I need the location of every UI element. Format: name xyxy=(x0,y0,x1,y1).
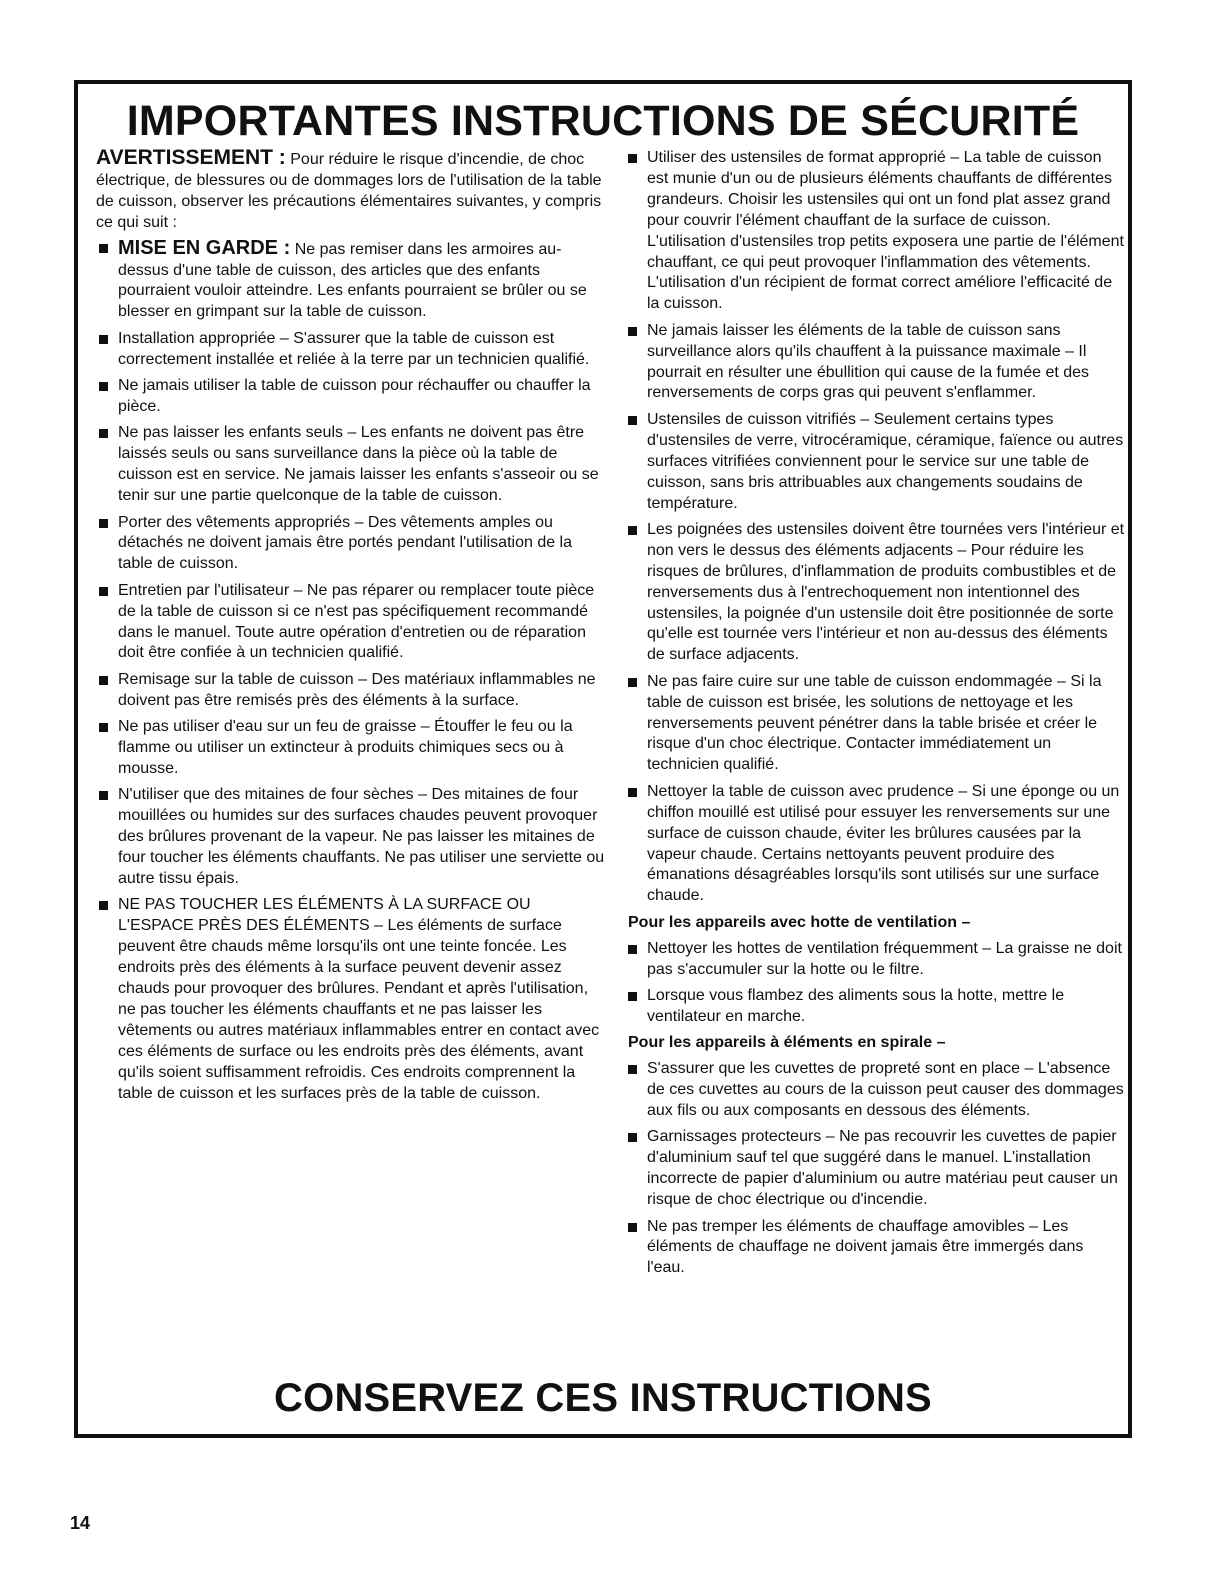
list-item xyxy=(625,1217,1125,1280)
list-item-text: Ne jamais laisser les éléments de la table de cuisson sans surveillance alors qu'ils chauffent à la puissance maximale – Il pourrait en résulter une ébullition qui cause de la fumée et des renversements de corps gras qui peuvent s'enflammer. xyxy=(647,321,1090,402)
left-bullet-list xyxy=(96,238,608,1105)
list-item xyxy=(625,410,1125,515)
warning-text: Pour réduire le risque d'incendie, de choc électrique, de blessures ou de dommages lors de l'utilisation de la table de cuisson, observer les précautions élémentaires suivantes, y compris ce qui suit : xyxy=(96,151,602,231)
coil-bullet-list xyxy=(625,1059,1125,1279)
list-item-text: Ne pas utiliser d'eau sur un feu de graisse – Étouffer le feu ou la flamme ou utiliser un extincteur à produits chimiques secs ou à mousse. xyxy=(118,718,573,777)
warning-label: AVERTISSEMENT : xyxy=(96,146,286,169)
left-column xyxy=(96,148,608,1110)
right-bullet-list xyxy=(625,148,1125,907)
save-instructions-title: CONSERVEZ CES INSTRUCTIONS xyxy=(274,1376,932,1420)
list-item xyxy=(625,520,1125,666)
list-item-text: Nettoyer les hottes de ventilation fréquemment – La graisse ne doit pas s'accumuler sur la hotte ou le filtre. xyxy=(647,939,1122,978)
list-item xyxy=(625,672,1125,777)
list-item-text: S'assurer que les cuvettes de propreté sont en place – L'absence de ces cuvettes au cours de la cuisson peut causer des dommages aux fils ou aux composants en dessous des éléments. xyxy=(647,1060,1124,1119)
list-item xyxy=(96,785,608,890)
list-item-text: Ne pas tremper les éléments de chauffage amovibles – Les éléments de chauffage ne doivent jamais être immergés dans l'eau. xyxy=(647,1217,1084,1277)
list-item xyxy=(96,423,608,507)
list-item-text: Installation appropriée – S'assurer que la table de cuisson est correctement installée et reliée à la terre par un technicien qualifié. xyxy=(118,329,590,368)
list-item xyxy=(96,376,608,418)
list-item-text: Porter des vêtements appropriés – Des vêtements amples ou détachés ne doivent jamais être portés pendant l'utilisation de la table de cuisson. xyxy=(118,513,573,573)
list-item xyxy=(625,1059,1125,1122)
caution-label: MISE EN GARDE : xyxy=(118,236,291,259)
list-item xyxy=(625,321,1125,405)
list-item xyxy=(625,148,1125,315)
list-item xyxy=(625,986,1125,1028)
list-item-text: Ne jamais utiliser la table de cuisson pour réchauffer ou chauffer la pièce. xyxy=(118,377,591,415)
list-item-text: Utiliser des ustensiles de format approprié – La table de cuisson est munie d'un ou de plusieurs éléments chauffants de différentes grandeurs. Choisir les ustensiles qui ont un fond plat assez grand pour couvrir l'élément chauffant de la surface de cuisson. L'utilisation d'ustensiles trop petits exposera une partie de l'élément chauffant, ce qui peut provoquer l'inflammation des vêtements. L'utilisation d'un récipient de format correct améliore l'efficacité de la cuisson. xyxy=(647,149,1124,313)
list-item-text: Entretien par l'utilisateur – Ne pas réparer ou remplacer toute pièce de la table de cuisson si ce n'est pas spécifiquement recommandé dans le manuel. Toute autre opération d'entretien ou de réparation doit être confiée à un technicien qualifié. xyxy=(118,581,595,662)
list-item-text: NE PAS TOUCHER LES ÉLÉMENTS À LA SURFACE OU L'ESPACE PRÈS DES ÉLÉMENTS – Les éléments de surface peuvent être chauds même lorsqu'ils ont une teinte foncée. Les endroits près des éléments à la surface peuvent devenir assez chauds pour provoquer des brûlures. Pendant et après l'utilisation, ne pas toucher les éléments chauffants et ne pas laisser les vêtements ou autres matériaux inflammables entrer en contact avec ces éléments de surface ou les endroits près des éléments, avant qu'ils soient suffisamment refroidis. Ces endroits comprennent la table de cuisson et les surfaces près de la table de cuisson. xyxy=(118,896,600,1102)
safety-box xyxy=(74,80,1132,1438)
list-item xyxy=(96,581,608,665)
coil-section-heading: Pour les appareils à éléments en spirale – xyxy=(628,1034,946,1052)
hood-section-heading: Pour les appareils avec hotte de ventilation – xyxy=(628,913,971,931)
list-item xyxy=(96,670,608,712)
list-item-text: Ne pas laisser les enfants seuls – Les enfants ne doivent pas être laissés seuls ou sans surveillance dans la pièce où la table de cuisson est en service. Ne jamais laisser les enfants s'asseoir ou se tenir sur une partie quelconque de la table de cuisson. xyxy=(118,424,599,505)
right-column xyxy=(625,148,1125,1285)
hood-bullet-list xyxy=(625,939,1125,1028)
list-item-text: Garnissages protecteurs – Ne pas recouvrir les cuvettes de papier d'aluminium sauf tel que suggéré dans le manuel. L'installation incorrecte de papier d'aluminium ou autre matériau peut causer un risque de choc électrique ou d'incendie. xyxy=(647,1128,1118,1209)
list-item xyxy=(625,782,1125,907)
list-item-text: Nettoyer la table de cuisson avec prudence – Si une éponge ou un chiffon mouillé est utilisé pour essuyer les renversements sur une surface de cuisson chaude, éviter les brûlures causées par la vapeur chaude. Certains nettoyants peuvent produire des émanations désagréables lorsqu'ils sont utilisés sur une surface chaude. xyxy=(647,782,1120,905)
list-item xyxy=(96,329,608,371)
list-item-text: Ustensiles de cuisson vitrifiés – Seulement certains types d'ustensiles de verre, vitrocéramique, céramique, faïence ou autres surfaces vitrifiées conviennent pour le service sur une table de cuisson, sans bris attribuables aux changements soudains de température. xyxy=(647,410,1124,512)
page-number: 14 xyxy=(70,1513,91,1533)
list-item-text: N'utiliser que des mitaines de four sèches – Des mitaines de four mouillées ou humides sur des surfaces chaudes peuvent provoquer des brûlures provenant de la vapeur. Ne pas laisser les mitaines de four toucher les éléments chauffants. Ne pas utiliser une serviette ou autre tissu épais. xyxy=(118,786,605,887)
list-item xyxy=(625,939,1125,981)
list-item-text: Les poignées des ustensiles doivent être tournées vers l'intérieur et non vers le dessus des éléments adjacents – Pour réduire les risques de brûlures, d'inflammation de produits combustibles et de renversements dus à l'entrechoquement non intentionnel des ustensiles, la poignée d'un ustensile doit être positionnée de sorte qu'elle est tournée vers l'intérieur et non au-dessus des éléments de surface adjacents. xyxy=(647,520,1125,664)
page-title: IMPORTANTES INSTRUCTIONS DE SÉCURITÉ xyxy=(126,97,1080,145)
list-item xyxy=(96,717,608,780)
list-item-text: Ne pas faire cuire sur une table de cuisson endommagée – Si la table de cuisson est brisée, les solutions de nettoyage et les renversements peuvent pénétrer dans la table brisée et créer le risque d'un choc électrique. Contacter immédiatement un technicien qualifié. xyxy=(647,672,1102,774)
list-item-text: Ne pas remiser dans les armoires au-dessus d'une table de cuisson, des articles que des enfants pourraient vouloir atteindre. Les enfants pourraient se brûler ou se blesser en grimpant sur la table de cuisson. xyxy=(118,240,587,321)
warning-intro xyxy=(96,148,608,234)
list-item-text: Lorsque vous flambez des aliments sous la hotte, mettre le ventilateur en marche. xyxy=(647,986,1065,1025)
list-item xyxy=(96,238,608,324)
list-item xyxy=(625,1127,1125,1211)
list-item xyxy=(96,513,608,576)
list-item-text: Remisage sur la table de cuisson – Des matériaux inflammables ne doivent pas être remisés près des éléments à la surface. xyxy=(118,670,596,709)
list-item xyxy=(96,895,608,1104)
